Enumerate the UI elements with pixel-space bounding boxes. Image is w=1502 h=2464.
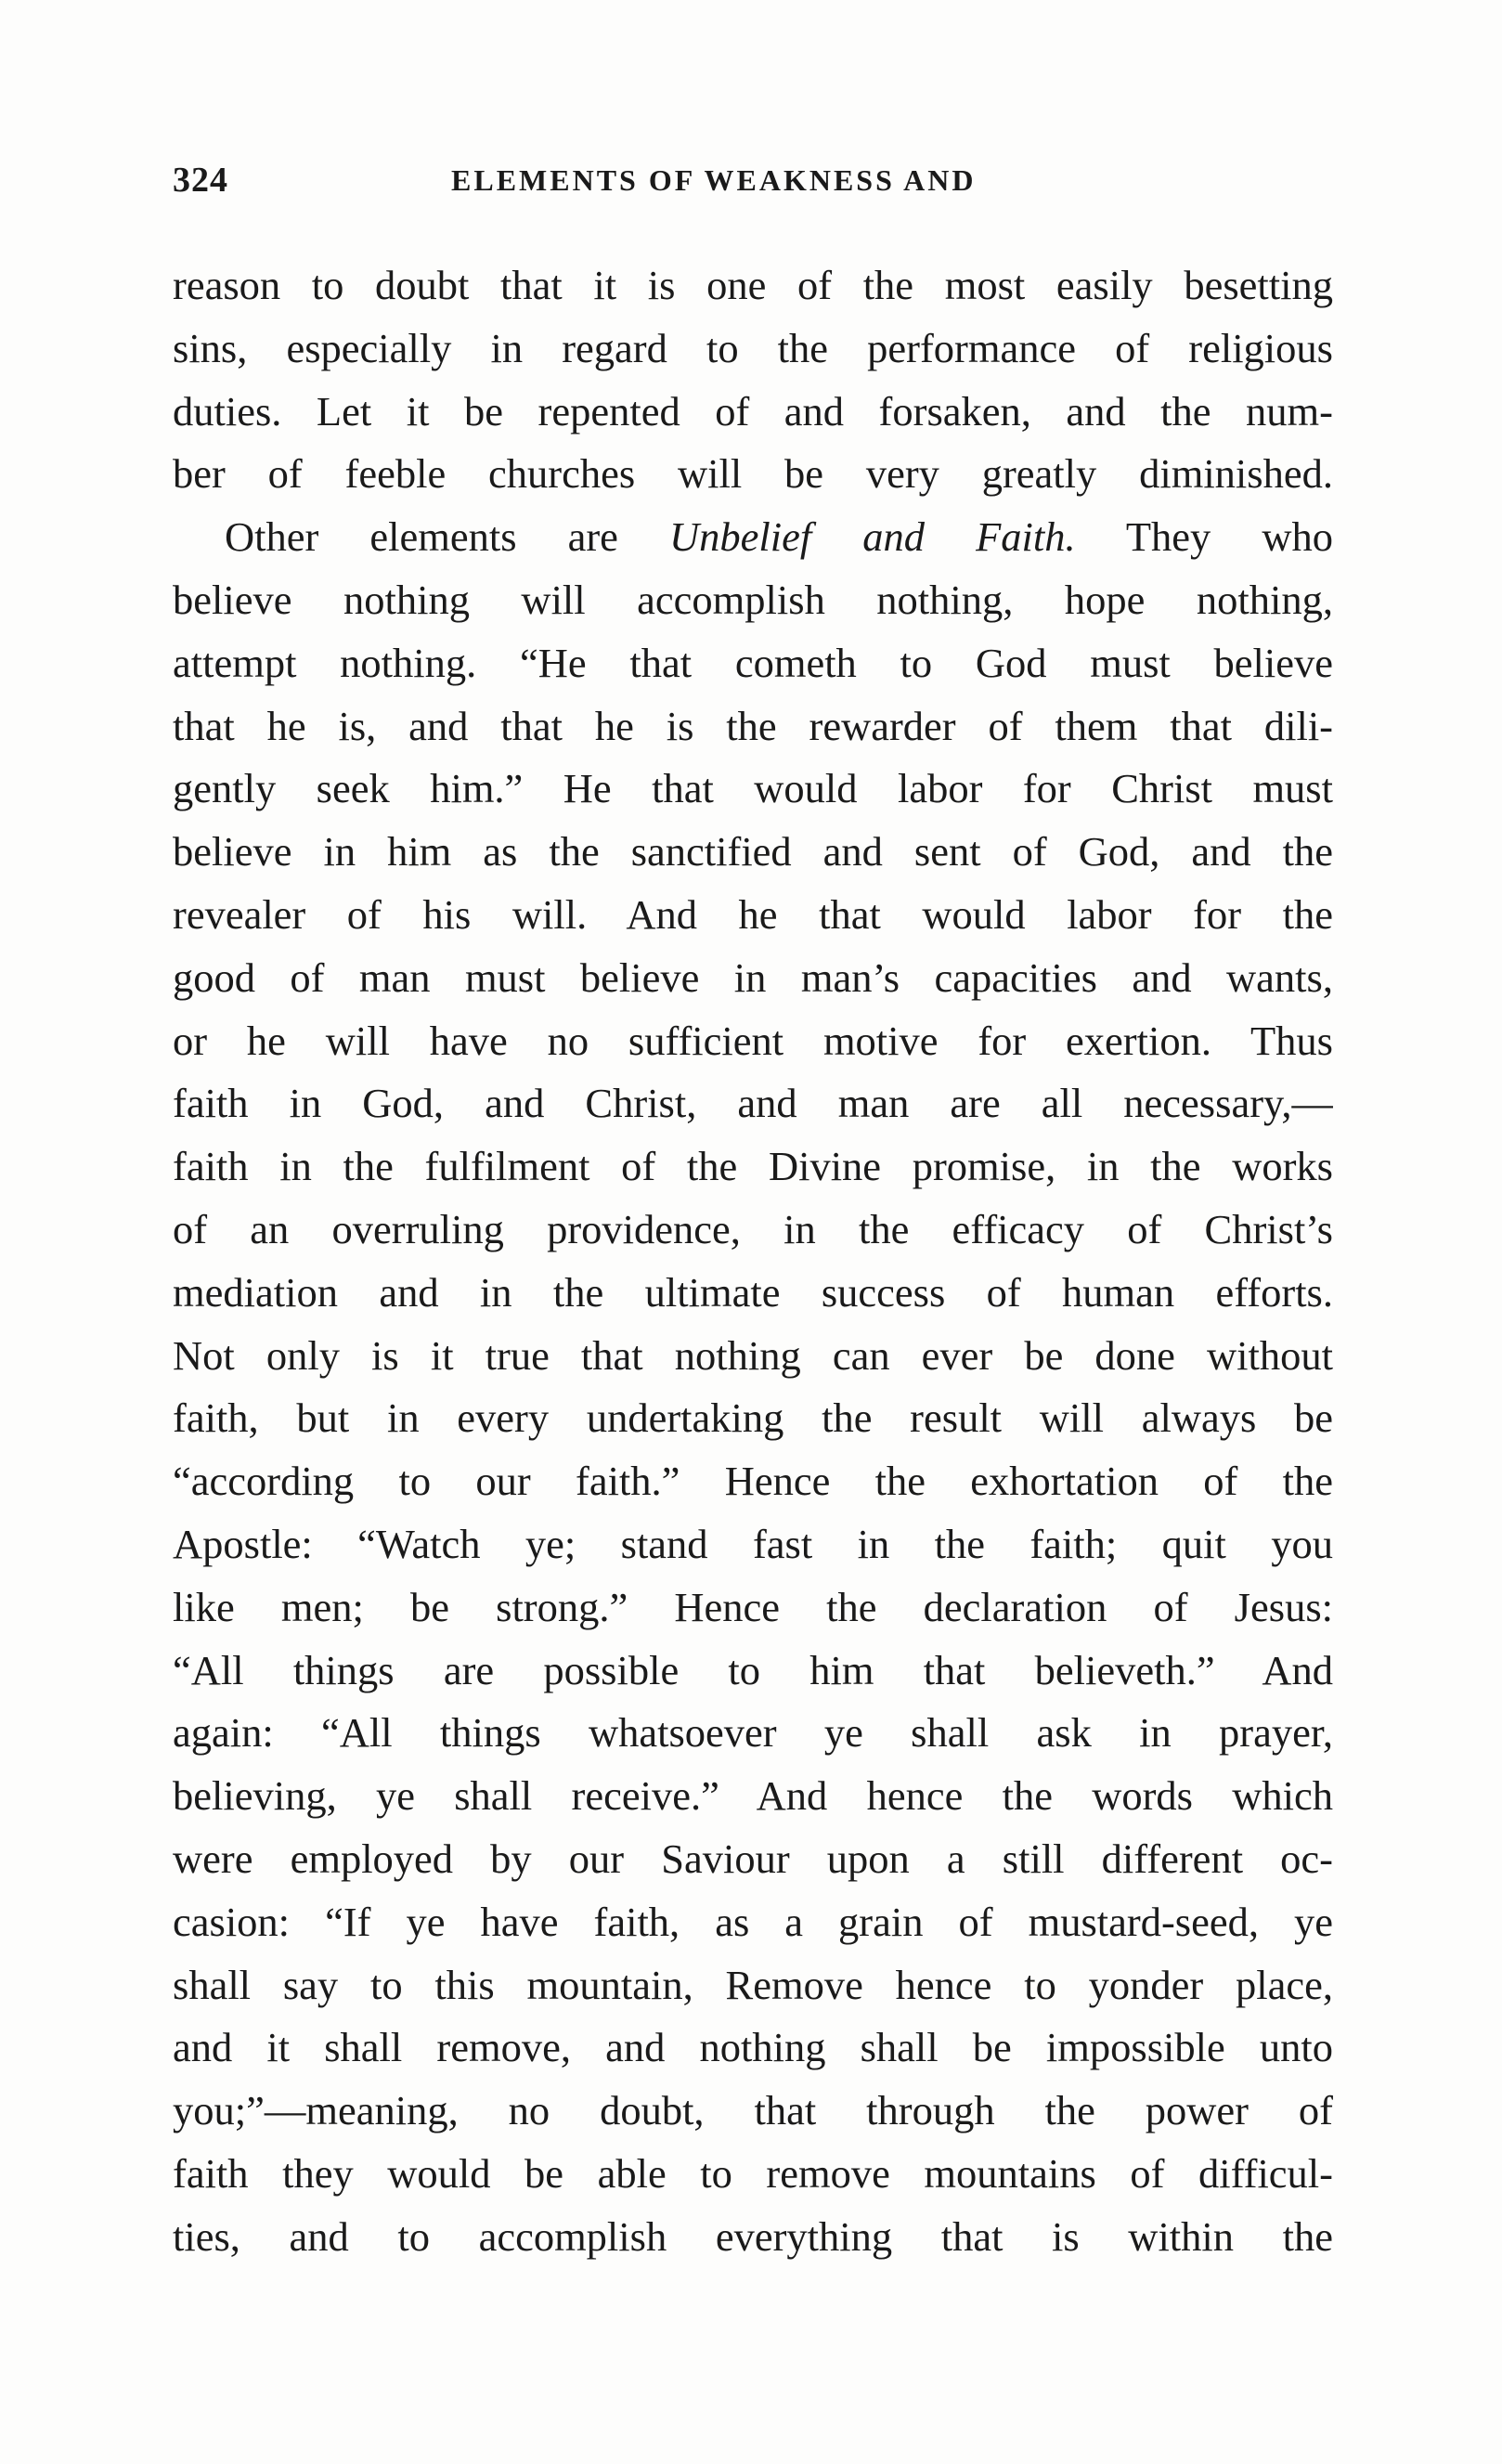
text-line-content: believe in him as the sanctified and sent of God, and the — [173, 828, 1333, 875]
text-line — [173, 1702, 1333, 1765]
text-line-content: Apostle: “Watch ye; stand fast in the faith; quit you — [173, 1520, 1333, 1567]
text-line-content: good of man must believe in man’s capacities and wants, — [173, 953, 1333, 1001]
text-line-content — [225, 506, 1333, 569]
text-line — [173, 1262, 1333, 1325]
text-line — [173, 2143, 1333, 2206]
text-line — [173, 569, 1333, 632]
text-line-content: you;”—meaning, no doubt, that through the power of — [173, 2087, 1333, 2134]
text-line — [173, 1387, 1333, 1450]
text-line — [173, 1010, 1333, 1073]
text-line — [173, 2017, 1333, 2080]
text-line — [173, 947, 1333, 1010]
text-line — [173, 318, 1333, 381]
text-line — [173, 821, 1333, 884]
italic-term: Unbelief and Faith. — [668, 513, 1076, 561]
text-line — [173, 1954, 1333, 2017]
text-line — [173, 2206, 1333, 2269]
text-line — [173, 758, 1333, 821]
text-line-content: were employed by our Saviour upon a still different oc- — [173, 1835, 1333, 1882]
text-line — [173, 1640, 1333, 1703]
text-line — [173, 695, 1333, 759]
text-line — [173, 1325, 1333, 1388]
text-line-content: that he is, and that he is the rewarder of them that dili- — [173, 702, 1333, 749]
text-line-content: Not only is it true that nothing can ever be done without — [173, 1331, 1333, 1379]
text-line — [173, 632, 1333, 695]
text-line — [173, 506, 1333, 569]
running-head — [173, 160, 1333, 206]
text-line — [173, 443, 1333, 506]
text-line — [173, 1072, 1333, 1135]
text-line-content: shall say to this mountain, Remove hence to yonder place, — [173, 1961, 1333, 2008]
text-line — [173, 2080, 1333, 2143]
text-line-content: believe nothing will accomplish nothing, hope nothing, — [173, 576, 1333, 623]
text-line — [173, 1199, 1333, 1262]
text-line-content: duties. Let it be repented of and forsaken, and the num- — [173, 387, 1333, 434]
text-line-content: revealer of his will. And he that would labor for the — [173, 890, 1333, 938]
text-line — [173, 1135, 1333, 1199]
text-line-content: or he will have no sufficient motive for exertion. Thus — [173, 1017, 1333, 1064]
text-line-content: ber of feeble churches will be very greatly diminished. — [173, 450, 1333, 498]
text-line-content: attempt nothing. “He that cometh to God must believe — [173, 639, 1333, 686]
text-line-content: “according to our faith.” Hence the exhortation of the — [173, 1458, 1333, 1505]
text-line-content: “All things are possible to him that believeth.” And — [173, 1646, 1333, 1693]
text-line-content: reason to doubt that it is one of the most easily besetting — [173, 262, 1333, 308]
text-line-content: gently seek him.” He that would labor for Christ must — [173, 765, 1333, 812]
text-line-content: again: “All things whatsoever ye shall ask in prayer, — [173, 1709, 1333, 1757]
text-line-content: faith they would be able to remove mountains of difficul- — [173, 2149, 1333, 2197]
text-line-content: and it shall remove, and nothing shall be impossible unto — [173, 2024, 1333, 2071]
text-line — [173, 381, 1333, 444]
text-line-content: faith, but in every undertaking the result will always be — [173, 1394, 1333, 1442]
text-segment: Other elements are — [225, 513, 669, 561]
text-line — [173, 1450, 1333, 1513]
text-line — [173, 884, 1333, 947]
text-line-content: believing, ye shall receive.” And hence the words which — [173, 1772, 1333, 1820]
text-line-content: casion: “If ye have faith, as a grain of mustard-seed, ye — [173, 1898, 1333, 1945]
text-line — [173, 1828, 1333, 1891]
text-line — [173, 1513, 1333, 1576]
page-number: 324 — [173, 161, 228, 200]
text-line — [173, 1891, 1333, 1954]
text-line — [173, 254, 1333, 318]
body-text — [173, 254, 1333, 2269]
text-line-content: faith in the fulfilment of the Divine promise, in the works — [173, 1143, 1333, 1190]
text-line-content: of an overruling providence, in the efficacy of Christ’s — [173, 1205, 1333, 1252]
running-head-title: ELEMENTS OF WEAKNESS AND — [451, 163, 977, 197]
text-line — [173, 1765, 1333, 1828]
text-line-content: sins, especially in regard to the performance of religious — [173, 324, 1333, 371]
text-line-content: ties, and to accomplish everything that is within the — [173, 2212, 1333, 2260]
text-line — [173, 1576, 1333, 1640]
text-segment: They who — [1075, 513, 1333, 561]
text-line-content: mediation and in the ultimate success of human efforts. — [173, 1268, 1333, 1316]
text-line-content: like men; be strong.” Hence the declaration of Jesus: — [173, 1583, 1333, 1630]
text-line-content: faith in God, and Christ, and man are all necessary,— — [173, 1080, 1333, 1127]
